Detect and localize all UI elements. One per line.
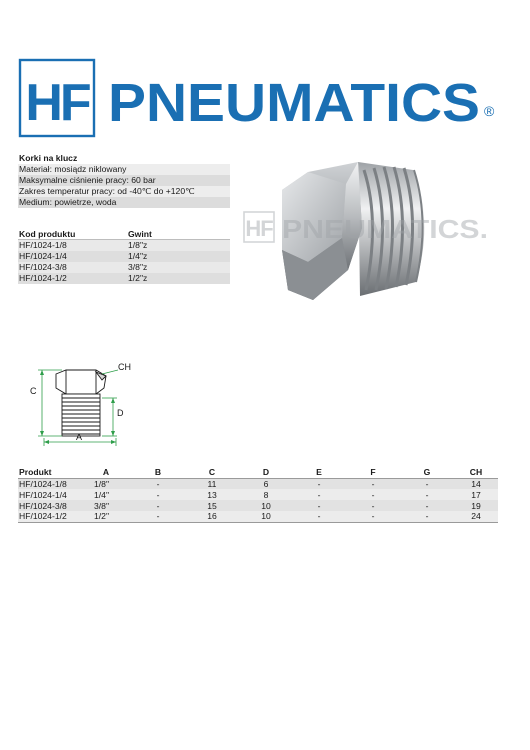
cell: HF/1024-1/2 [18,511,80,522]
code-cell: HF/1024-1/8 [19,240,67,250]
codes-table [18,228,230,284]
cell: - [400,489,454,500]
header-cell: A [80,466,132,478]
label-a: A [76,432,83,442]
cell: 24 [454,511,498,522]
cell: 10 [240,500,292,511]
header-cell: F [346,466,400,478]
cell: 17 [454,489,498,500]
product-info [18,153,230,208]
code-cell: HF/1024-1/2 [19,273,67,283]
table-row [18,251,230,262]
dimensions-table [18,466,498,523]
codes-header [18,228,230,240]
cell: 14 [454,478,498,489]
code-cell: HF/1024-3/8 [19,262,67,272]
hf-pneumatics-logo [18,58,498,140]
cell: - [400,500,454,511]
cell: 19 [454,500,498,511]
cell: - [292,478,346,489]
cell: - [346,489,400,500]
label-d: D [117,408,124,418]
cell: HF/1024-3/8 [18,500,80,511]
cell: - [346,478,400,489]
header-cell: C [184,466,240,478]
header-cell: B [132,466,184,478]
cell: 16 [184,511,240,522]
table-row [18,511,498,522]
cell: 1/4" [80,489,132,500]
info-line: Zakres temperatur pracy: od -40℃ do +120℃ [18,186,230,197]
cell: - [292,489,346,500]
table-row [18,273,230,284]
table-row [18,489,498,500]
logo-mark: HF [25,74,89,132]
watermark-name: PNEUMATICS. [282,214,488,244]
dims-header [18,466,498,478]
cell: 11 [184,478,240,489]
product-title: Korki na klucz [18,153,230,164]
info-line: Materiał: mosiądz niklowany [18,164,230,175]
cell: - [400,511,454,522]
cell: 6 [240,478,292,489]
drawing-outline [56,370,106,436]
table-row [18,478,498,489]
thread-cell: 1/2"z [128,273,148,283]
cell: HF/1024-1/4 [18,489,80,500]
thread-cell: 1/4"z [128,251,148,261]
cell: 1/2" [80,511,132,522]
cell: - [132,489,184,500]
watermark-mark: HF [245,216,273,241]
header-cell: CH [454,466,498,478]
info-line: Maksymalne ciśnienie pracy: 60 bar [18,175,230,186]
header-thread: Gwint [128,229,152,239]
info-line: Medium: powietrze, woda [18,197,230,208]
table-row [18,500,498,511]
cell: 8 [240,489,292,500]
cell: 3/8" [80,500,132,511]
cell: 13 [184,489,240,500]
cell: - [346,500,400,511]
label-ch: CH [118,362,131,372]
header-cell: G [400,466,454,478]
table-row [18,240,230,251]
product-photo [238,150,530,315]
cell: - [132,478,184,489]
thread-cell: 1/8"z [128,240,148,250]
header-cell: D [240,466,292,478]
table-row [18,262,230,273]
cell: - [132,511,184,522]
cell: - [292,500,346,511]
header-cell: E [292,466,346,478]
logo-name: PNEUMATICS [108,73,480,133]
cell: 10 [240,511,292,522]
technical-drawing [18,358,148,448]
logo-registered: ® [484,103,495,119]
header-code: Kod produktu [19,229,76,239]
cell: - [132,500,184,511]
cell: - [400,478,454,489]
cell: 15 [184,500,240,511]
thread-cell: 3/8"z [128,262,148,272]
cell: 1/8" [80,478,132,489]
watermark [244,212,488,244]
cell: - [346,511,400,522]
cell: - [292,511,346,522]
header-cell: Produkt [18,466,80,478]
label-c: C [30,386,37,396]
cell: HF/1024-1/8 [18,478,80,489]
code-cell: HF/1024-1/4 [19,251,67,261]
